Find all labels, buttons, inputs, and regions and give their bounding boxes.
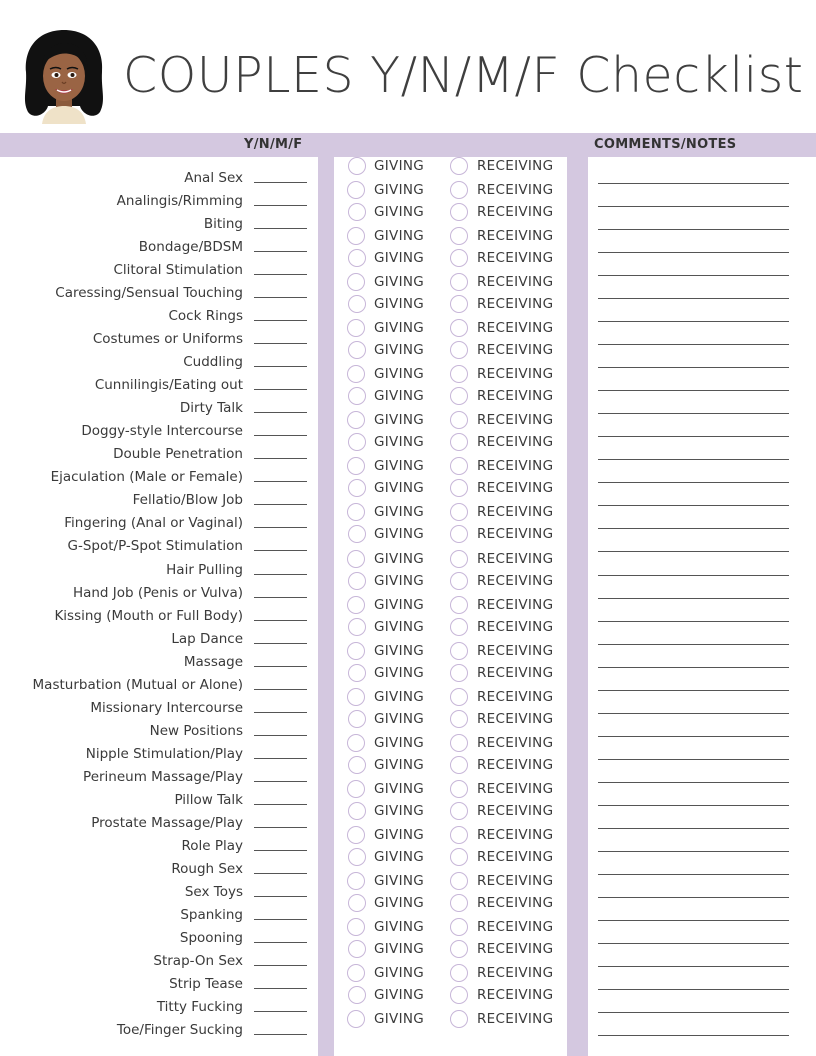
giving-label: GIVING bbox=[374, 596, 425, 613]
receiving-label: RECEIVING bbox=[477, 872, 554, 889]
giving-radio[interactable] bbox=[348, 341, 366, 359]
ynmf-answer-line[interactable] bbox=[254, 574, 307, 575]
page-title: COUPLES Y/N/M/F Checklist bbox=[123, 47, 804, 104]
giving-label: GIVING bbox=[374, 458, 425, 475]
notes-line[interactable] bbox=[598, 782, 789, 783]
ynmf-answer-line[interactable] bbox=[254, 666, 307, 667]
receiving-label: RECEIVING bbox=[477, 894, 554, 911]
notes-line[interactable] bbox=[598, 229, 789, 230]
receiving-label: RECEIVING bbox=[477, 780, 554, 797]
ynmf-answer-line[interactable] bbox=[254, 620, 307, 621]
giving-radio[interactable] bbox=[347, 550, 365, 568]
ynmf-answer-line[interactable] bbox=[254, 205, 307, 206]
activity-label: Strip Tease bbox=[169, 976, 243, 993]
ynmf-answer-line[interactable] bbox=[254, 735, 307, 736]
ynmf-answer-line[interactable] bbox=[254, 896, 307, 897]
ynmf-answer-line[interactable] bbox=[254, 343, 307, 344]
receiving-radio[interactable] bbox=[450, 894, 468, 912]
receiving-radio[interactable] bbox=[450, 848, 468, 866]
giving-label: GIVING bbox=[374, 182, 425, 199]
giving-label: GIVING bbox=[374, 710, 425, 727]
notes-line[interactable] bbox=[598, 183, 789, 184]
receiving-label: RECEIVING bbox=[477, 458, 554, 475]
giving-label: GIVING bbox=[374, 941, 425, 958]
giving-radio[interactable] bbox=[348, 848, 366, 866]
ynmf-answer-line[interactable] bbox=[254, 251, 307, 252]
giving-radio[interactable] bbox=[347, 319, 365, 337]
column-header-band bbox=[0, 133, 816, 157]
activity-label: Pillow Talk bbox=[174, 791, 243, 808]
giving-radio[interactable] bbox=[348, 664, 366, 682]
giving-label: GIVING bbox=[374, 918, 425, 935]
ynmf-answer-line[interactable] bbox=[254, 412, 307, 413]
ynmf-answer-line[interactable] bbox=[254, 320, 307, 321]
ynmf-answer-line[interactable] bbox=[254, 228, 307, 229]
giving-label: GIVING bbox=[374, 987, 425, 1004]
ynmf-answer-line[interactable] bbox=[254, 274, 307, 275]
receiving-radio[interactable] bbox=[450, 550, 468, 568]
giving-radio[interactable] bbox=[347, 596, 365, 614]
giving-radio[interactable] bbox=[348, 710, 366, 728]
receiving-radio[interactable] bbox=[450, 341, 468, 359]
ynmf-answer-line[interactable] bbox=[254, 781, 307, 782]
notes-line[interactable] bbox=[598, 598, 789, 599]
receiving-label: RECEIVING bbox=[477, 918, 554, 935]
giving-label: GIVING bbox=[374, 756, 425, 773]
receiving-radio[interactable] bbox=[450, 802, 468, 820]
activity-label: G-Spot/P-Spot Stimulation bbox=[67, 538, 243, 555]
activity-label: Spooning bbox=[179, 929, 243, 946]
receiving-label: RECEIVING bbox=[477, 642, 554, 659]
activity-label: Fellatio/Blow Job bbox=[132, 492, 243, 509]
notes-line[interactable] bbox=[598, 528, 789, 529]
receiving-radio[interactable] bbox=[450, 157, 468, 175]
notes-line[interactable] bbox=[598, 1012, 789, 1013]
avatar-icon bbox=[20, 28, 108, 124]
notes-line[interactable] bbox=[598, 989, 789, 990]
giving-label: GIVING bbox=[374, 158, 425, 174]
receiving-label: RECEIVING bbox=[477, 550, 554, 567]
giving-label: GIVING bbox=[374, 366, 425, 383]
ynmf-answer-line[interactable] bbox=[254, 712, 307, 713]
giving-radio[interactable] bbox=[347, 1010, 365, 1028]
receiving-radio[interactable] bbox=[450, 365, 468, 383]
activity-label: Doggy-style Intercourse bbox=[81, 423, 243, 440]
ynmf-answer-line[interactable] bbox=[254, 458, 307, 459]
giving-radio[interactable] bbox=[347, 365, 365, 383]
receiving-label: RECEIVING bbox=[477, 228, 554, 245]
activity-label: Nipple Stimulation/Play bbox=[85, 745, 243, 762]
giving-label: GIVING bbox=[374, 320, 425, 337]
notes-line[interactable] bbox=[598, 459, 789, 460]
ynmf-answer-line[interactable] bbox=[254, 366, 307, 367]
activity-label: Anal Sex bbox=[184, 170, 243, 186]
giving-radio[interactable] bbox=[348, 894, 366, 912]
receiving-label: RECEIVING bbox=[477, 688, 554, 705]
receiving-label: RECEIVING bbox=[477, 526, 554, 543]
notes-line[interactable] bbox=[598, 690, 789, 691]
activity-label: Caressing/Sensual Touching bbox=[55, 285, 243, 302]
receiving-label: RECEIVING bbox=[477, 572, 554, 589]
receiving-label: RECEIVING bbox=[477, 480, 554, 497]
ynmf-answer-line[interactable] bbox=[254, 988, 307, 989]
ynmf-answer-line[interactable] bbox=[254, 689, 307, 690]
giving-label: GIVING bbox=[374, 802, 425, 819]
giving-radio[interactable] bbox=[348, 387, 366, 405]
activity-label: Perineum Massage/Play bbox=[83, 768, 243, 785]
activity-label: Spanking bbox=[180, 906, 243, 923]
giving-radio[interactable] bbox=[347, 411, 365, 429]
receiving-radio[interactable] bbox=[450, 203, 468, 221]
notes-line[interactable] bbox=[598, 275, 789, 276]
giving-radio[interactable] bbox=[348, 986, 366, 1004]
receiving-label: RECEIVING bbox=[477, 826, 554, 843]
giving-label: GIVING bbox=[374, 504, 425, 521]
activity-label: Analingis/Rimming bbox=[116, 193, 243, 210]
receiving-label: RECEIVING bbox=[477, 941, 554, 958]
notes-line[interactable] bbox=[598, 551, 789, 552]
giving-radio[interactable] bbox=[347, 503, 365, 521]
receiving-label: RECEIVING bbox=[477, 756, 554, 773]
notes-line[interactable] bbox=[598, 575, 789, 576]
ynmf-answer-line[interactable] bbox=[254, 965, 307, 966]
giving-label: GIVING bbox=[374, 526, 425, 543]
giving-label: GIVING bbox=[374, 780, 425, 797]
ynmf-answer-line[interactable] bbox=[254, 643, 307, 644]
giving-label: GIVING bbox=[374, 480, 425, 497]
giving-radio[interactable] bbox=[348, 433, 366, 451]
ynmf-answer-line[interactable] bbox=[254, 758, 307, 759]
receiving-radio[interactable] bbox=[450, 872, 468, 890]
notes-line[interactable] bbox=[598, 1035, 789, 1036]
receiving-radio[interactable] bbox=[450, 503, 468, 521]
activity-label: Role Play bbox=[181, 837, 243, 854]
notes-line[interactable] bbox=[598, 252, 789, 253]
giving-radio[interactable] bbox=[347, 688, 365, 706]
notes-line[interactable] bbox=[598, 805, 789, 806]
notes-line[interactable] bbox=[598, 482, 789, 483]
giving-label: GIVING bbox=[374, 388, 425, 405]
giving-radio[interactable] bbox=[348, 802, 366, 820]
ynmf-answer-line[interactable] bbox=[254, 389, 307, 390]
notes-line[interactable] bbox=[598, 851, 789, 852]
ynmf-answer-line[interactable] bbox=[254, 850, 307, 851]
activity-label: Massage bbox=[183, 653, 243, 670]
notes-line[interactable] bbox=[598, 367, 789, 368]
notes-line[interactable] bbox=[598, 874, 789, 875]
giving-radio[interactable] bbox=[347, 273, 365, 291]
giving-radio[interactable] bbox=[347, 734, 365, 752]
notes-line[interactable] bbox=[598, 736, 789, 737]
giving-radio[interactable] bbox=[348, 249, 366, 267]
ynmf-answer-line[interactable] bbox=[254, 1011, 307, 1012]
ynmf-answer-line[interactable] bbox=[254, 481, 307, 482]
giving-radio[interactable] bbox=[347, 964, 365, 982]
receiving-radio[interactable] bbox=[450, 734, 468, 752]
activity-label: Kissing (Mouth or Full Body) bbox=[54, 607, 243, 624]
activity-label: Missionary Intercourse bbox=[90, 699, 243, 716]
receiving-radio[interactable] bbox=[450, 1010, 468, 1028]
giving-label: GIVING bbox=[374, 664, 425, 681]
notes-line[interactable] bbox=[598, 759, 789, 760]
ynmf-answer-line[interactable] bbox=[254, 942, 307, 943]
giving-label: GIVING bbox=[374, 250, 425, 267]
ynmf-answer-line[interactable] bbox=[254, 527, 307, 528]
activity-label: Cunnilingis/Eating out bbox=[94, 377, 243, 394]
giving-radio[interactable] bbox=[348, 525, 366, 543]
notes-line[interactable] bbox=[598, 943, 789, 944]
giving-radio[interactable] bbox=[348, 940, 366, 958]
receiving-label: RECEIVING bbox=[477, 434, 554, 451]
giving-label: GIVING bbox=[374, 965, 425, 982]
giving-label: GIVING bbox=[374, 274, 425, 291]
ynmf-answer-line[interactable] bbox=[254, 804, 307, 805]
ynmf-column-header: Y/N/M/F bbox=[244, 137, 303, 152]
notes-line[interactable] bbox=[598, 621, 789, 622]
activity-label: Hand Job (Penis or Vulva) bbox=[72, 584, 243, 601]
giving-radio[interactable] bbox=[348, 157, 366, 175]
notes-line[interactable] bbox=[598, 966, 789, 967]
giving-radio[interactable] bbox=[347, 642, 365, 660]
receiving-radio[interactable] bbox=[450, 688, 468, 706]
receiving-label: RECEIVING bbox=[477, 596, 554, 613]
receiving-radio[interactable] bbox=[450, 964, 468, 982]
receiving-label: RECEIVING bbox=[477, 158, 554, 174]
notes-line[interactable] bbox=[598, 667, 789, 668]
receiving-label: RECEIVING bbox=[477, 965, 554, 982]
giving-label: GIVING bbox=[374, 688, 425, 705]
giving-radio[interactable] bbox=[347, 227, 365, 245]
receiving-label: RECEIVING bbox=[477, 412, 554, 429]
receiving-radio[interactable] bbox=[450, 642, 468, 660]
receiving-label: RECEIVING bbox=[477, 734, 554, 751]
giving-radio[interactable] bbox=[348, 295, 366, 313]
notes-line[interactable] bbox=[598, 920, 789, 921]
ynmf-answer-line[interactable] bbox=[254, 435, 307, 436]
giving-label: GIVING bbox=[374, 434, 425, 451]
activity-label: Rough Sex bbox=[171, 860, 243, 877]
receiving-label: RECEIVING bbox=[477, 320, 554, 337]
ynmf-answer-line[interactable] bbox=[254, 550, 307, 551]
giving-label: GIVING bbox=[374, 228, 425, 245]
giving-radio[interactable] bbox=[347, 826, 365, 844]
giving-label: GIVING bbox=[374, 848, 425, 865]
activity-label: Double Penetration bbox=[113, 446, 243, 463]
receiving-label: RECEIVING bbox=[477, 296, 554, 313]
giving-radio[interactable] bbox=[347, 872, 365, 890]
activity-label: Titty Fucking bbox=[156, 999, 243, 1016]
receiving-radio[interactable] bbox=[450, 479, 468, 497]
receiving-label: RECEIVING bbox=[477, 182, 554, 199]
giving-label: GIVING bbox=[374, 1011, 425, 1028]
activity-label: Strap-On Sex bbox=[153, 953, 243, 970]
receiving-radio[interactable] bbox=[450, 319, 468, 337]
receiving-label: RECEIVING bbox=[477, 987, 554, 1004]
receiving-label: RECEIVING bbox=[477, 802, 554, 819]
activity-label: Cock Rings bbox=[168, 308, 243, 325]
activity-label: Biting bbox=[203, 216, 243, 233]
activity-label: Dirty Talk bbox=[179, 400, 243, 417]
receiving-radio[interactable] bbox=[450, 181, 468, 199]
ynmf-answer-line[interactable] bbox=[254, 827, 307, 828]
receiving-radio[interactable] bbox=[450, 457, 468, 475]
receiving-radio[interactable] bbox=[450, 295, 468, 313]
receiving-radio[interactable] bbox=[450, 525, 468, 543]
receiving-label: RECEIVING bbox=[477, 342, 554, 359]
receiving-radio[interactable] bbox=[450, 826, 468, 844]
giving-label: GIVING bbox=[374, 572, 425, 589]
giving-radio[interactable] bbox=[348, 572, 366, 590]
giving-label: GIVING bbox=[374, 872, 425, 889]
receiving-radio[interactable] bbox=[450, 756, 468, 774]
activity-label: Lap Dance bbox=[171, 630, 243, 647]
giving-label: GIVING bbox=[374, 296, 425, 313]
activity-label: Masturbation (Mutual or Alone) bbox=[32, 676, 243, 693]
notes-line[interactable] bbox=[598, 713, 789, 714]
giving-radio[interactable] bbox=[347, 918, 365, 936]
giving-label: GIVING bbox=[374, 734, 425, 751]
receiving-radio[interactable] bbox=[450, 918, 468, 936]
giving-radio[interactable] bbox=[348, 203, 366, 221]
activity-label: Bondage/BDSM bbox=[138, 239, 243, 256]
receiving-radio[interactable] bbox=[450, 273, 468, 291]
notes-line[interactable] bbox=[598, 321, 789, 322]
receiving-radio[interactable] bbox=[450, 387, 468, 405]
receiving-label: RECEIVING bbox=[477, 664, 554, 681]
receiving-label: RECEIVING bbox=[477, 250, 554, 267]
ynmf-answer-line[interactable] bbox=[254, 873, 307, 874]
giving-label: GIVING bbox=[374, 618, 425, 635]
receiving-radio[interactable] bbox=[450, 664, 468, 682]
receiving-label: RECEIVING bbox=[477, 504, 554, 521]
receiving-radio[interactable] bbox=[450, 433, 468, 451]
notes-line[interactable] bbox=[598, 897, 789, 898]
giving-label: GIVING bbox=[374, 412, 425, 429]
receiving-label: RECEIVING bbox=[477, 274, 554, 291]
ynmf-answer-line[interactable] bbox=[254, 182, 307, 183]
giving-label: GIVING bbox=[374, 550, 425, 567]
receiving-label: RECEIVING bbox=[477, 366, 554, 383]
notes-line[interactable] bbox=[598, 505, 789, 506]
ynmf-answer-line[interactable] bbox=[254, 297, 307, 298]
activity-label: Hair Pulling bbox=[166, 561, 243, 578]
giving-label: GIVING bbox=[374, 342, 425, 359]
giving-radio[interactable] bbox=[348, 756, 366, 774]
receiving-radio[interactable] bbox=[450, 986, 468, 1004]
checklist-row bbox=[0, 1011, 816, 1042]
receiving-label: RECEIVING bbox=[477, 204, 554, 221]
giving-radio[interactable] bbox=[348, 618, 366, 636]
ynmf-answer-line[interactable] bbox=[254, 597, 307, 598]
notes-line[interactable] bbox=[598, 436, 789, 437]
giving-radio[interactable] bbox=[347, 181, 365, 199]
notes-line[interactable] bbox=[598, 390, 789, 391]
receiving-radio[interactable] bbox=[450, 249, 468, 267]
ynmf-answer-line[interactable] bbox=[254, 504, 307, 505]
notes-line[interactable] bbox=[598, 644, 789, 645]
notes-line[interactable] bbox=[598, 298, 789, 299]
giving-radio[interactable] bbox=[347, 457, 365, 475]
activity-label: Toe/Finger Sucking bbox=[116, 1022, 243, 1039]
ynmf-answer-line[interactable] bbox=[254, 919, 307, 920]
activity-label: Clitoral Stimulation bbox=[113, 262, 243, 279]
notes-line[interactable] bbox=[598, 828, 789, 829]
receiving-label: RECEIVING bbox=[477, 1011, 554, 1028]
activity-label: Ejaculation (Male or Female) bbox=[50, 469, 243, 486]
activity-label: Costumes or Uniforms bbox=[92, 331, 243, 348]
ynmf-answer-line[interactable] bbox=[254, 1034, 307, 1035]
activity-label: New Positions bbox=[149, 722, 243, 739]
giving-radio[interactable] bbox=[348, 479, 366, 497]
notes-line[interactable] bbox=[598, 344, 789, 345]
receiving-radio[interactable] bbox=[450, 411, 468, 429]
receiving-label: RECEIVING bbox=[477, 388, 554, 405]
giving-label: GIVING bbox=[374, 826, 425, 843]
comments-column-header: COMMENTS/NOTES bbox=[594, 137, 737, 152]
activity-label: Cuddling bbox=[183, 354, 243, 371]
giving-label: GIVING bbox=[374, 894, 425, 911]
activity-label: Fingering (Anal or Vaginal) bbox=[64, 515, 243, 532]
receiving-radio[interactable] bbox=[450, 780, 468, 798]
receiving-label: RECEIVING bbox=[477, 618, 554, 635]
receiving-radio[interactable] bbox=[450, 710, 468, 728]
notes-line[interactable] bbox=[598, 206, 789, 207]
giving-label: GIVING bbox=[374, 642, 425, 659]
receiving-radio[interactable] bbox=[450, 596, 468, 614]
receiving-radio[interactable] bbox=[450, 618, 468, 636]
receiving-label: RECEIVING bbox=[477, 710, 554, 727]
giving-label: GIVING bbox=[374, 204, 425, 221]
receiving-label: RECEIVING bbox=[477, 848, 554, 865]
notes-line[interactable] bbox=[598, 413, 789, 414]
receiving-radio[interactable] bbox=[450, 572, 468, 590]
receiving-radio[interactable] bbox=[450, 227, 468, 245]
activity-label: Prostate Massage/Play bbox=[91, 814, 243, 831]
receiving-radio[interactable] bbox=[450, 940, 468, 958]
giving-radio[interactable] bbox=[347, 780, 365, 798]
activity-label: Sex Toys bbox=[184, 883, 243, 900]
